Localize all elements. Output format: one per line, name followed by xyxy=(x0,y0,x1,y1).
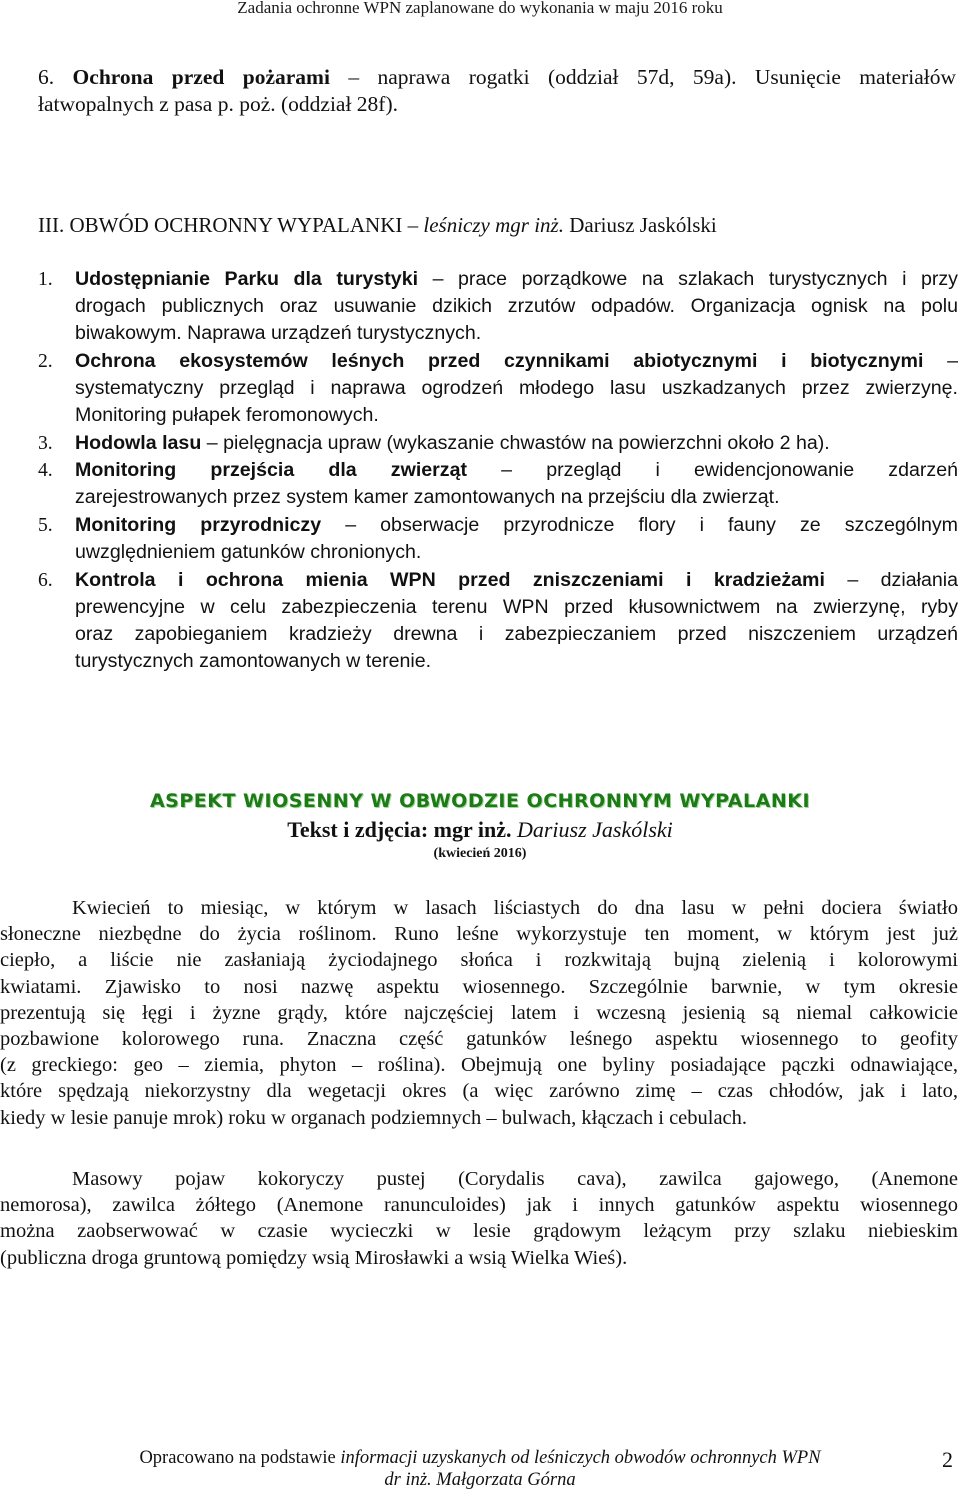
paragraph-line: kiedy w lesie panuje mrok) roku w organach podziemnych – bulwach, kłączach i cebulach. xyxy=(0,1106,748,1129)
section-6-bold: Ochrona przed pożarami xyxy=(72,65,330,89)
article-date: (kwiecień 2016) xyxy=(433,846,527,861)
article-paragraph-2 xyxy=(0,1166,958,1271)
paragraph-line: pozbawione kolorowego runa. Znaczna część gatunków leśnego aspektu wiosennego to geofity xyxy=(0,1028,958,1051)
paragraph-line: prezentują się łęgi i żyzne grądy, które najczęściej latem i wczesną jesienią są niemal całkowicie xyxy=(0,1001,958,1024)
author-name: Dariusz Jaskólski xyxy=(511,817,673,842)
forester-title: leśniczy mgr inż. xyxy=(423,213,564,237)
paragraph-line: Kwiecień to miesiąc, w którym w lasach liściastych do dna lasu w pełni dociera światło xyxy=(72,897,958,919)
section-6-line-2: łatwopalnych z pasa p. poż. (oddział 28f). xyxy=(38,92,398,116)
item-line: turystycznych zamontowanych w terenie. xyxy=(75,650,432,672)
paragraph-line: słoneczne niezbędne do życia roślinom. Runo leśne wykorzystuje ten moment, w którym jest już xyxy=(0,923,958,946)
item-text: – działania xyxy=(824,569,958,591)
item-line xyxy=(75,348,958,375)
list-item-4 xyxy=(38,457,958,511)
item-line xyxy=(75,512,958,539)
item-line: systematyczny przegląd i naprawa ogrodzeń młodego lasu uszkadzanych przez zwierzynę. xyxy=(75,377,958,399)
section-6-fire-protection xyxy=(38,64,956,118)
item-line xyxy=(75,430,958,457)
item-line xyxy=(75,266,958,293)
running-header: Zadania ochronne WPN zaplanowane do wykonania w maju 2016 roku xyxy=(237,0,723,17)
item-line: Monitoring pułapek feromonowych. xyxy=(75,404,379,426)
paragraph-line: ciepło, a liście nie zasłaniają życiodajnego słońca i rozkwitają bujną zielenią i kolorowymi xyxy=(0,949,958,972)
list-item-2 xyxy=(38,348,958,429)
district-heading xyxy=(38,212,717,239)
footer-line-1 xyxy=(0,1447,960,1469)
author-prefix: Tekst i zdjęcia: mgr inż. xyxy=(287,817,512,842)
item-number: 1. xyxy=(38,269,53,290)
item-text: – obserwacje przyrodnicze flory i fauny ze szczególnym xyxy=(321,514,958,536)
item-line: prewencyjne w celu zabezpieczenia terenu WPN przed kłusownictwem na zwierzynę, ryby xyxy=(75,596,958,618)
item-number: 4. xyxy=(38,460,53,481)
item-text: – xyxy=(923,350,958,372)
paragraph-line: (publiczna droga gruntową pomiędzy wsią Mirosławki a wsią Wielka Wieś). xyxy=(0,1246,628,1269)
district-title: III. OBWÓD OCHRONNY WYPALANKI xyxy=(38,213,403,237)
section-6-number: 6. xyxy=(38,65,55,89)
paragraph-line: nemorosa), zawilca żółtego (Anemone ranunculoides) jak i innych gatunków aspektu wiosennego xyxy=(0,1194,958,1217)
list-item-3 xyxy=(38,430,958,457)
item-bold: Monitoring przejścia dla zwierząt xyxy=(75,459,468,481)
paragraph-line: (z greckiego: geo – ziemia, phyton – roślina). Obejmują one byliny posiadające pączki odnawiające, xyxy=(0,1054,958,1077)
item-bold: Monitoring przyrodniczy xyxy=(75,514,322,536)
article-title: ASPEKT WIOSENNY W OBWODZIE OCHRONNYM WYPALANKI xyxy=(149,790,811,812)
item-line xyxy=(75,457,958,484)
article-author xyxy=(0,817,960,843)
item-bold: Ochrona ekosystemów leśnych przed czynnikami abiotycznymi i biotycznymi xyxy=(75,350,924,372)
page-number: 2 xyxy=(942,1447,953,1472)
item-text: – prace porządkowe na szlakach turystycznych i przy xyxy=(418,268,958,290)
item-line: biwakowym. Naprawa urządzeń turystycznych. xyxy=(75,322,482,344)
footer-line-2 xyxy=(0,1469,960,1491)
paragraph-line: można zaobserwować w czasie wycieczki w lesie grądowym leżącym przy szlaku niebieskim xyxy=(0,1220,958,1243)
section-6-rest: – naprawa rogatki (oddział 57d, 59a). Usunięcie materiałów xyxy=(329,65,956,89)
item-number: 6. xyxy=(38,570,53,591)
item-line xyxy=(75,567,958,594)
footer-source: informacji uzyskanych od leśniczych obwodów ochronnych WPN xyxy=(335,1448,821,1468)
item-number: 5. xyxy=(38,515,53,536)
list-item-5 xyxy=(38,512,958,566)
forester-name: Dariusz Jaskólski xyxy=(563,213,717,237)
list-item-6 xyxy=(38,567,958,675)
paragraph-line: które spędzają niekorzystny dla wegetacji okres (a więc zarówno zimę – czas chłodów, jak i lato, xyxy=(0,1080,958,1103)
item-line: uwzględnieniem gatunków chronionych. xyxy=(75,541,422,563)
page-footer xyxy=(0,1447,960,1491)
item-text: – przegląd i ewidencjonowanie zdarzeń xyxy=(467,459,958,481)
list-item-1 xyxy=(38,266,958,347)
item-line: zarejestrowanych przez system kamer zamontowanych na przejściu dla zwierząt. xyxy=(75,486,780,508)
paragraph-line: Masowy pojaw kokoryczy pustej (Corydalis cava), zawilca gajowego, (Anemone xyxy=(72,1168,958,1190)
district-dash: – xyxy=(402,213,424,237)
footer-prefix: Opracowano na podstawie xyxy=(139,1448,336,1468)
item-line: drogach publicznych oraz usuwanie dzikich zrzutów odpadów. Organizacja ognisk na polu xyxy=(75,295,958,317)
item-line: oraz zapobieganiem kradzieży drewna i zabezpieczaniem przed niszczeniem urządzeń xyxy=(75,623,958,645)
paragraph-line: kwiatami. Zjawisko to nosi nazwę aspektu wiosennego. Szczególnie barwnie, w tym okresie xyxy=(0,975,958,998)
section-6-line-1 xyxy=(38,64,956,91)
article-paragraph-1 xyxy=(0,895,958,1131)
footer-author: dr inż. Małgorzata Górna xyxy=(384,1470,576,1490)
item-bold: Udostępnianie Parku dla turystyki xyxy=(75,268,419,290)
item-bold: Hodowla lasu xyxy=(75,432,202,454)
item-number: 2. xyxy=(38,351,53,372)
item-bold: Kontrola i ochrona mienia WPN przed zniszczeniami i kradzieżami xyxy=(75,569,825,591)
item-number: 3. xyxy=(38,433,53,454)
item-text: – pielęgnacja upraw (wykaszanie chwastów na powierzchni około 2 ha). xyxy=(201,432,830,454)
